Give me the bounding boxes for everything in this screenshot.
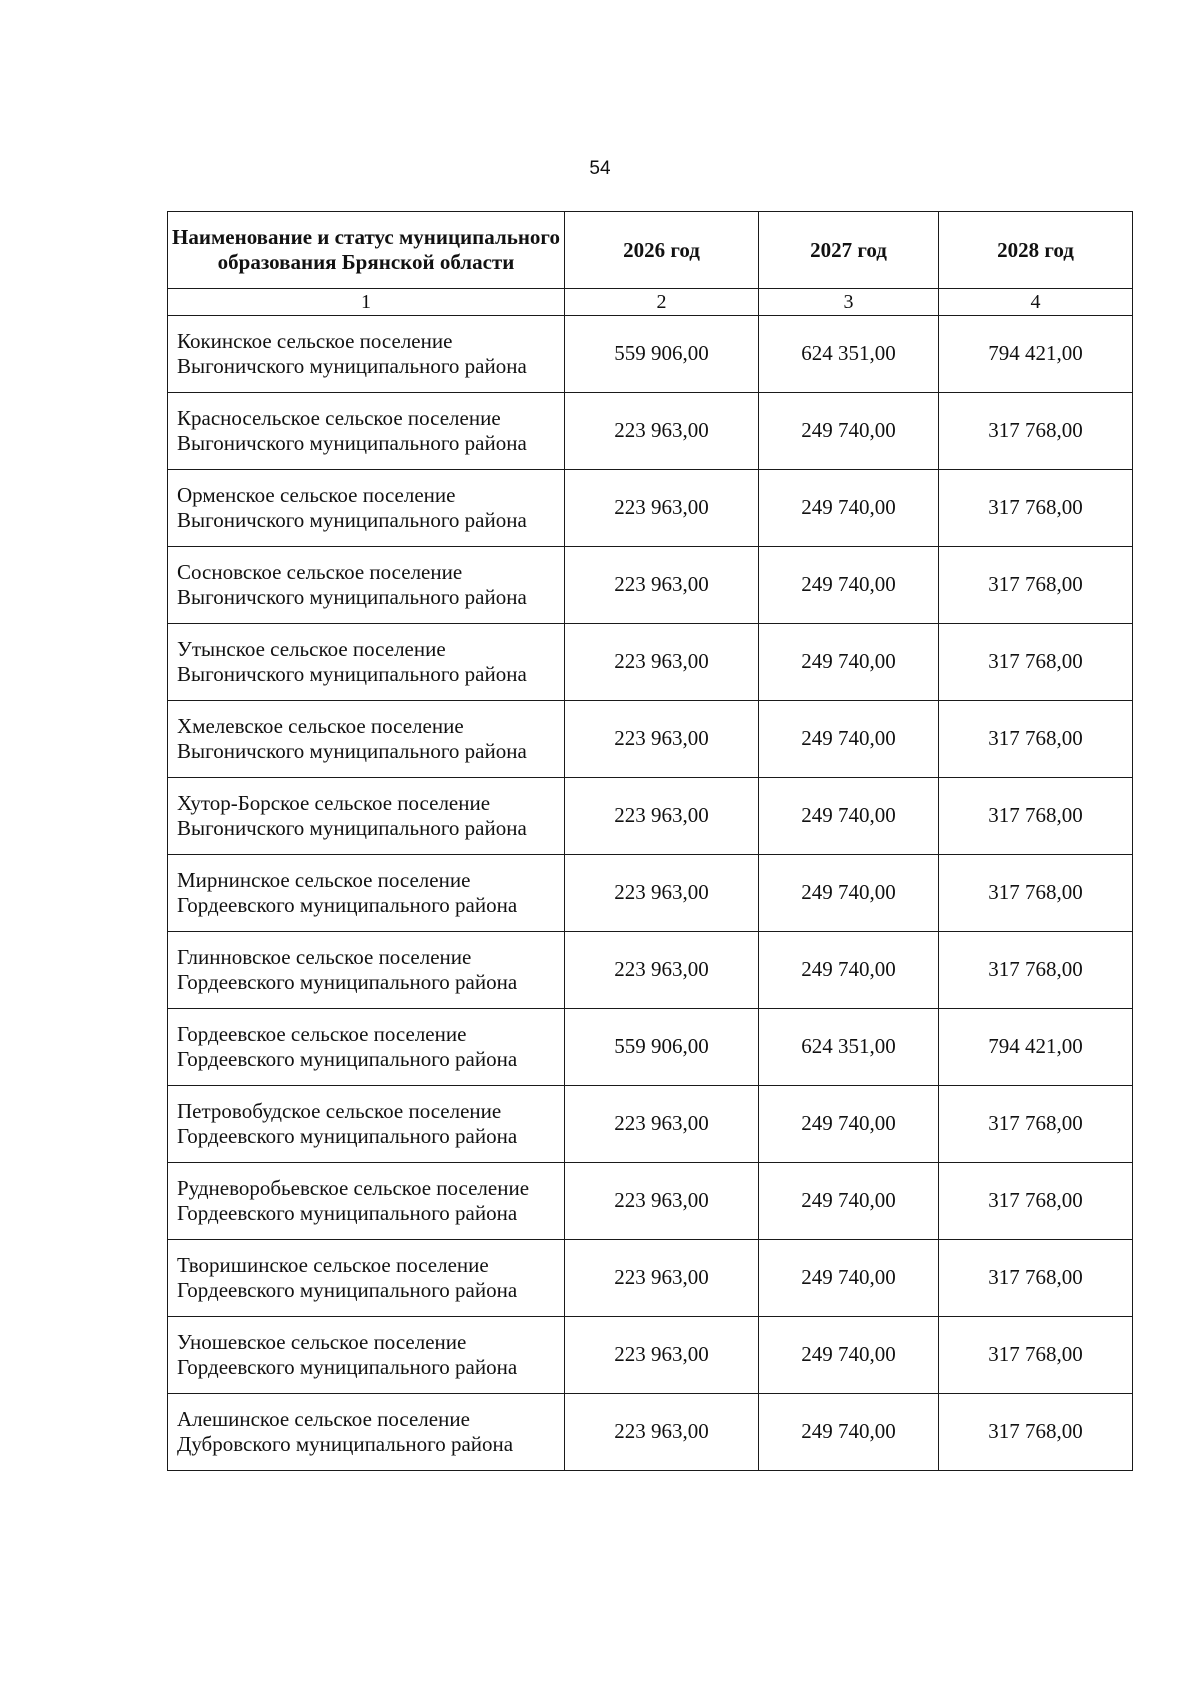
value-2028-cell: 317 768,00 (939, 470, 1133, 547)
value-2027-cell: 624 351,00 (759, 316, 939, 393)
municipality-name-cell: Алешинское сельское поселение Дубровского муниципального района (168, 1394, 565, 1471)
municipality-name-cell: Глинновское сельское поселение Гордеевского муниципального района (168, 932, 565, 1009)
table-row (168, 855, 1133, 932)
table-row (168, 1394, 1133, 1471)
value-2028-cell: 317 768,00 (939, 932, 1133, 1009)
table-row (168, 1240, 1133, 1317)
value-2028-cell: 317 768,00 (939, 1240, 1133, 1317)
table-row (168, 1009, 1133, 1086)
value-2027-cell: 249 740,00 (759, 1163, 939, 1240)
municipality-name-cell: Кокинское сельское поселение Выгоничского муниципального района (168, 316, 565, 393)
table-row (168, 470, 1133, 547)
value-2028-cell: 317 768,00 (939, 1394, 1133, 1471)
table-row (168, 1317, 1133, 1394)
table-row (168, 393, 1133, 470)
municipality-name-cell: Уношевское сельское поселение Гордеевского муниципального района (168, 1317, 565, 1394)
header-year-2027: 2027 год (759, 212, 939, 289)
table-row (168, 701, 1133, 778)
value-2028-cell: 317 768,00 (939, 547, 1133, 624)
value-2026-cell: 223 963,00 (565, 855, 759, 932)
municipality-name-cell: Петровобудское сельское поселение Гордеевского муниципального района (168, 1086, 565, 1163)
value-2028-cell: 317 768,00 (939, 778, 1133, 855)
value-2026-cell: 223 963,00 (565, 393, 759, 470)
value-2026-cell: 223 963,00 (565, 1240, 759, 1317)
value-2028-cell: 794 421,00 (939, 1009, 1133, 1086)
table-row (168, 1086, 1133, 1163)
value-2026-cell: 223 963,00 (565, 624, 759, 701)
value-2026-cell: 223 963,00 (565, 701, 759, 778)
value-2028-cell: 317 768,00 (939, 1317, 1133, 1394)
column-number-row (168, 289, 1133, 316)
value-2026-cell: 223 963,00 (565, 1086, 759, 1163)
value-2026-cell: 223 963,00 (565, 547, 759, 624)
value-2028-cell: 317 768,00 (939, 1086, 1133, 1163)
column-number: 3 (759, 289, 939, 316)
table-row (168, 1163, 1133, 1240)
value-2028-cell: 794 421,00 (939, 316, 1133, 393)
value-2027-cell: 249 740,00 (759, 932, 939, 1009)
table-row (168, 778, 1133, 855)
value-2026-cell: 223 963,00 (565, 1317, 759, 1394)
value-2026-cell: 559 906,00 (565, 1009, 759, 1086)
value-2027-cell: 249 740,00 (759, 701, 939, 778)
municipality-name-cell: Рудневоробьевское сельское поселение Гордеевского муниципального района (168, 1163, 565, 1240)
value-2028-cell: 317 768,00 (939, 701, 1133, 778)
municipality-name-cell: Творишинское сельское поселение Гордеевского муниципального района (168, 1240, 565, 1317)
column-number: 4 (939, 289, 1133, 316)
table-body (168, 316, 1133, 1471)
value-2026-cell: 223 963,00 (565, 470, 759, 547)
municipality-name-cell: Мирнинское сельское поселение Гордеевского муниципального района (168, 855, 565, 932)
value-2028-cell: 317 768,00 (939, 393, 1133, 470)
value-2027-cell: 249 740,00 (759, 855, 939, 932)
value-2027-cell: 249 740,00 (759, 624, 939, 701)
table-header-row (168, 212, 1133, 289)
value-2027-cell: 249 740,00 (759, 393, 939, 470)
header-municipality: Наименование и статус муниципального образования Брянской области (168, 212, 565, 289)
value-2028-cell: 317 768,00 (939, 624, 1133, 701)
value-2026-cell: 559 906,00 (565, 316, 759, 393)
subsidy-table (167, 211, 1133, 1471)
value-2027-cell: 249 740,00 (759, 778, 939, 855)
value-2027-cell: 249 740,00 (759, 470, 939, 547)
municipality-name-cell: Утынское сельское поселение Выгоничского муниципального района (168, 624, 565, 701)
value-2026-cell: 223 963,00 (565, 932, 759, 1009)
table-row (168, 624, 1133, 701)
value-2026-cell: 223 963,00 (565, 1394, 759, 1471)
table-row (168, 547, 1133, 624)
municipality-name-cell: Хутор-Борское сельское поселение Выгоничского муниципального района (168, 778, 565, 855)
value-2027-cell: 249 740,00 (759, 1317, 939, 1394)
value-2028-cell: 317 768,00 (939, 855, 1133, 932)
municipality-name-cell: Красносельское сельское поселение Выгоничского муниципального района (168, 393, 565, 470)
value-2027-cell: 624 351,00 (759, 1009, 939, 1086)
municipality-name-cell: Орменское сельское поселение Выгоничского муниципального района (168, 470, 565, 547)
value-2026-cell: 223 963,00 (565, 1163, 759, 1240)
header-year-2028: 2028 год (939, 212, 1133, 289)
value-2027-cell: 249 740,00 (759, 1240, 939, 1317)
value-2027-cell: 249 740,00 (759, 1086, 939, 1163)
column-number: 2 (565, 289, 759, 316)
header-year-2026: 2026 год (565, 212, 759, 289)
table-row (168, 932, 1133, 1009)
column-number: 1 (168, 289, 565, 316)
value-2028-cell: 317 768,00 (939, 1163, 1133, 1240)
value-2026-cell: 223 963,00 (565, 778, 759, 855)
page-number: 54 (589, 158, 611, 179)
municipality-name-cell: Хмелевское сельское поселение Выгоничского муниципального района (168, 701, 565, 778)
table-row (168, 316, 1133, 393)
value-2027-cell: 249 740,00 (759, 547, 939, 624)
municipality-name-cell: Гордеевское сельское поселение Гордеевского муниципального района (168, 1009, 565, 1086)
municipality-name-cell: Сосновское сельское поселение Выгоничского муниципального района (168, 547, 565, 624)
value-2027-cell: 249 740,00 (759, 1394, 939, 1471)
